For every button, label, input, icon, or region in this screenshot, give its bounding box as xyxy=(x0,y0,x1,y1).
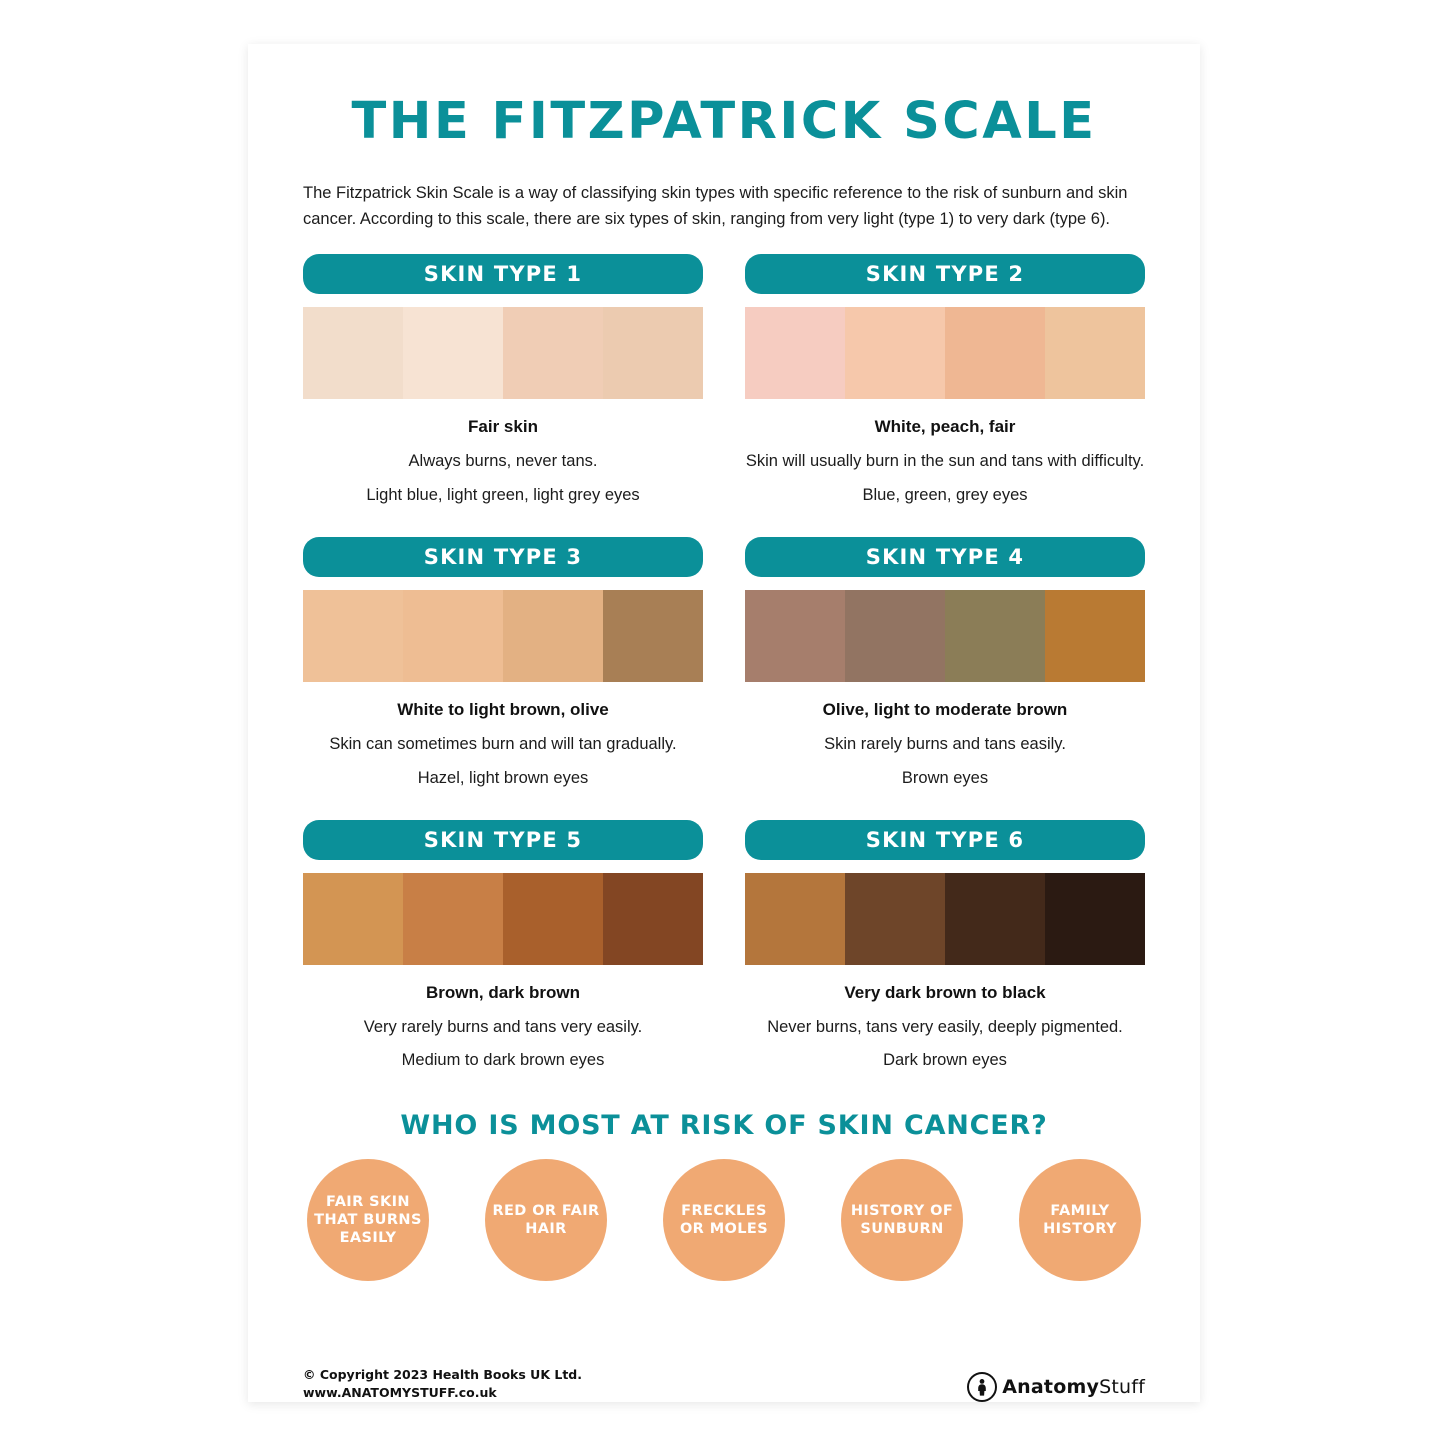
skin-type-card-3 xyxy=(303,537,703,794)
swatch xyxy=(845,873,945,965)
skin-type-3-description: Skin can sometimes burn and will tan gradually. xyxy=(329,734,677,753)
skin-type-1-header: SKIN TYPE 1 xyxy=(303,254,703,294)
swatch xyxy=(1045,873,1145,965)
page-title: THE FITZPATRICK SCALE xyxy=(351,92,1097,151)
swatch xyxy=(845,307,945,399)
skin-type-4-swatches xyxy=(745,590,1145,682)
swatch xyxy=(603,873,703,965)
skin-type-2-description: Skin will usually burn in the sun and tans with difficulty. xyxy=(745,452,1145,471)
risk-section-title: WHO IS MOST AT RISK OF SKIN CANCER? xyxy=(400,1110,1048,1142)
risk-factor-red-or-fair-hair: RED OR FAIR HAIR xyxy=(485,1159,607,1281)
swatch xyxy=(403,590,503,682)
swatch xyxy=(403,307,503,399)
skin-type-2-eyes: Blue, green, grey eyes xyxy=(862,485,1028,504)
swatch xyxy=(745,590,845,682)
skin-type-6-eyes: Dark brown eyes xyxy=(883,1051,1007,1070)
skin-type-5-eyes: Medium to dark brown eyes xyxy=(401,1051,605,1070)
skin-type-6-heading: Very dark brown to black xyxy=(844,982,1046,1002)
skin-type-1-heading: Fair skin xyxy=(468,417,538,437)
skin-type-4-eyes: Brown eyes xyxy=(901,768,989,787)
skin-type-5-description: Very rarely burns and tans very easily. xyxy=(363,1017,643,1036)
skin-type-2-swatches xyxy=(745,307,1145,399)
swatch xyxy=(403,873,503,965)
skin-type-card-6 xyxy=(745,820,1145,1077)
skin-type-5-heading: Brown, dark brown xyxy=(426,982,580,1002)
risk-factor-freckles-or-moles: FRECKLES OR MOLES xyxy=(663,1159,785,1281)
skin-type-card-1 xyxy=(303,254,703,511)
swatch xyxy=(303,873,403,965)
swatch xyxy=(745,873,845,965)
risk-factor-history-of-sunburn: HISTORY OF SUNBURN xyxy=(841,1159,963,1281)
risk-factor-list xyxy=(303,1159,1145,1281)
skin-type-3-swatches xyxy=(303,590,703,682)
website-line: www.ANATOMYSTUFF.co.uk xyxy=(303,1384,497,1400)
brand-name xyxy=(1002,1376,1145,1398)
swatch xyxy=(303,307,403,399)
risk-factor-family-history: FAMILY HISTORY xyxy=(1019,1159,1141,1281)
skin-type-4-heading: Olive, light to moderate brown xyxy=(822,699,1068,719)
skin-type-3-heading: White to light brown, olive xyxy=(397,699,609,719)
swatch xyxy=(503,590,603,682)
anatomy-figure-icon xyxy=(967,1372,997,1402)
skin-type-1-swatches xyxy=(303,307,703,399)
skin-type-3-header: SKIN TYPE 3 xyxy=(303,537,703,577)
copyright-block xyxy=(303,1366,582,1402)
skin-type-4-header: SKIN TYPE 4 xyxy=(745,537,1145,577)
swatch xyxy=(503,307,603,399)
swatch xyxy=(1045,307,1145,399)
skin-type-card-2 xyxy=(745,254,1145,511)
copyright-line: © Copyright 2023 Health Books UK Ltd. xyxy=(303,1366,582,1382)
swatch xyxy=(303,590,403,682)
footer xyxy=(303,1366,1145,1402)
skin-type-6-description: Never burns, tans very easily, deeply pigmented. xyxy=(767,1017,1123,1036)
brand-name-bold: Anatomy xyxy=(1002,1376,1100,1398)
brand-name-light: Stuff xyxy=(1099,1376,1145,1398)
skin-type-6-header: SKIN TYPE 6 xyxy=(745,820,1145,860)
swatch xyxy=(1045,590,1145,682)
swatch xyxy=(945,590,1045,682)
swatch xyxy=(945,873,1045,965)
swatch xyxy=(603,590,703,682)
risk-factor-fair-skin: FAIR SKIN THAT BURNS EASILY xyxy=(307,1159,429,1281)
intro-paragraph: The Fitzpatrick Skin Scale is a way of classifying skin types with specific reference to the risk of sunburn and skin cancer. According to this scale, there are six types of skin, ranging from very light (type 1) to very dark (type 6). xyxy=(303,184,1128,228)
swatch xyxy=(845,590,945,682)
swatch xyxy=(945,307,1045,399)
skin-type-grid xyxy=(303,254,1145,1076)
skin-type-5-header: SKIN TYPE 5 xyxy=(303,820,703,860)
skin-type-2-header: SKIN TYPE 2 xyxy=(745,254,1145,294)
skin-type-1-description: Always burns, never tans. xyxy=(408,452,598,471)
skin-type-2-heading: White, peach, fair xyxy=(874,417,1016,437)
skin-type-1-eyes: Light blue, light green, light grey eyes xyxy=(366,485,640,504)
brand-logo xyxy=(967,1372,1145,1402)
swatch xyxy=(503,873,603,965)
poster xyxy=(248,44,1200,1402)
skin-type-3-eyes: Hazel, light brown eyes xyxy=(417,768,589,787)
swatch xyxy=(745,307,845,399)
skin-type-4-description: Skin rarely burns and tans easily. xyxy=(824,734,1066,753)
skin-type-6-swatches xyxy=(745,873,1145,965)
skin-type-5-swatches xyxy=(303,873,703,965)
skin-type-card-5 xyxy=(303,820,703,1077)
swatch xyxy=(603,307,703,399)
skin-type-card-4 xyxy=(745,537,1145,794)
